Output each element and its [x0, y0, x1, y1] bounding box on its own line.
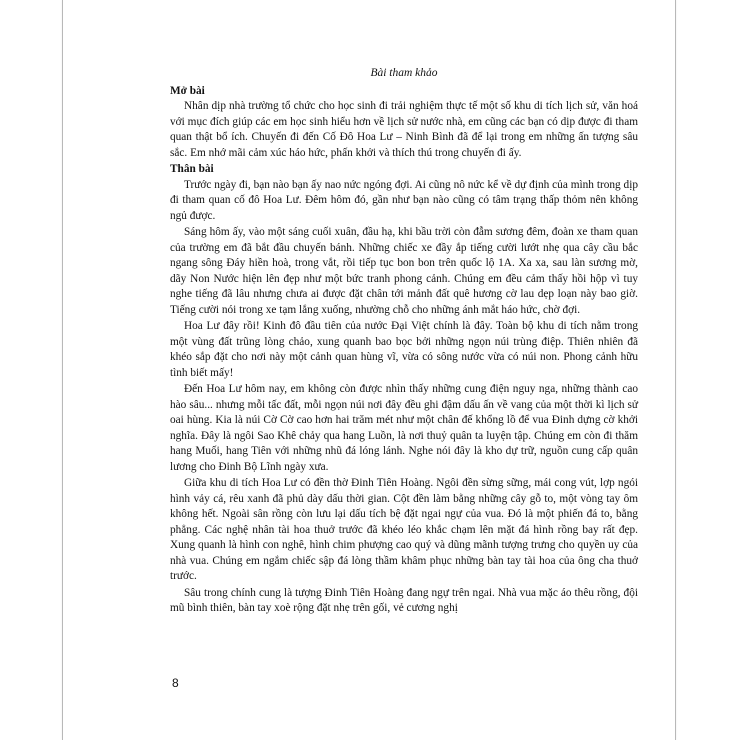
page-content	[170, 66, 638, 618]
section-heading-body: Thân bài	[170, 163, 214, 175]
book-page	[62, 0, 676, 740]
paragraph: Trước ngày đi, bạn nào bạn ấy nao nức ngóng đợi. Ai cũng nô nức kể về dự định của mình trong dịp đi tham quan cố đô Hoa Lư. Đêm hôm đó, gần như bạn nào cũng có tâm trạng thấp thỏm nên không ngủ được.	[170, 178, 638, 222]
paragraph: Sâu trong chính cung là tượng Đinh Tiên Hoàng đang ngự trên ngai. Nhà vua mặc áo thêu rồng, đội mũ bình thiên, bàn tay xoè rộng đặt nhẹ trên gối, vẻ cương nghị	[170, 586, 638, 614]
paragraph: Sáng hôm ấy, vào một sáng cuối xuân, đầu hạ, khi bầu trời còn đẫm sương đêm, đoàn xe tham quan của trường em đã bắt đầu chuyến bánh. Những chiếc xe đầy ắp tiếng cười lướt nhẹ qua cây cầu bắc ngang sông Đáy hiền hoà, trong vắt, rồi tiếp tục bon bon trên quốc lộ 1A. Xa xa, sau làn sương mờ, dãy Non Nước hiện lên đẹp như một bức tranh phong cảnh. Chúng em đều cảm thấy hồi hộp vì tuy nghe tiếng đã lâu nhưng chưa ai được đặt chân tới mảnh đất quê hương cờ lau dẹp loạn này bao giờ. Tiếng cười nói trong xe tạm lắng xuống, nhường chỗ cho những ánh mắt háo hức, chờ đợi.	[170, 226, 638, 316]
page-title: Bài tham khảo	[370, 67, 438, 79]
paragraph: Nhân dịp nhà trường tổ chức cho học sinh đi trải nghiệm thực tế một số khu di tích lịch sử, văn hoá với mục đích giúp các em học sinh hiểu hơn về lịch sử nước nhà, em cũng các bạn có dịp được đi tham quan thật bổ ích. Chuyến đi đến Cố Đô Hoa Lư – Ninh Bình đã để lại trong em những ấn tượng sâu sắc. Em nhớ mãi cảm xúc háo hức, phấn khởi và thích thú trong chuyến đi ấy.	[170, 100, 638, 159]
section-heading-intro: Mở bài	[170, 84, 205, 97]
paragraph: Đến Hoa Lư hôm nay, em không còn được nhìn thấy những cung điện nguy nga, những thành cao hào sâu... nhưng mỗi tấc đất, mỗi ngọn núi nơi đây đều ghi đậm dấu ấn về vang của một thời kì lịch sử oai hùng. Kia là núi Cờ Cờ cao hơn hai trăm mét như một chân đế khổng lồ để vua Đinh dựng cờ khởi nghĩa. Đây là ngôi Sao Khê chảy qua hang Luồn, là nơi thuỷ quân ta luyện tập. Chúng em còn đi thăm hang Muối, hang Tiên với những nhũ đá lóng lánh. Nghe nói đây là kho dự trữ, nguồn cung cấp quân lương cho Đinh Bộ Lĩnh ngày xưa.	[170, 383, 638, 473]
page-number: 8	[172, 676, 179, 690]
paragraph: Hoa Lư đây rồi! Kinh đô đầu tiên của nước Đại Việt chính là đây. Toàn bộ khu di tích nằm trong một vùng đất trũng lòng chảo, xung quanh bao bọc bởi những ngọn núi trùng điệp. Thiên nhiên đã khéo sắp đặt cho nơi này một cảnh quan hùng vĩ, vừa có sông nước vừa có núi non. Phong cảnh hữu tình biết mấy!	[170, 320, 638, 379]
paragraph: Giữa khu di tích Hoa Lư có đền thờ Đinh Tiên Hoàng. Ngôi đền sừng sững, mái cong vút, lợp ngói hình vảy cá, rêu xanh đã phủ dày dấu thời gian. Cột đền làm bằng những cây gỗ to, một vòng tay ôm không hết. Ngoài sân rồng còn lưu lại dấu tích bệ đặt ngai ngự của vua. Đó là một phiến đá to, bằng phẳng. Các nghệ nhân tài hoa thuở trước đã khéo léo khắc chạm lên mặt đá hình rồng bay rất đẹp. Xung quanh là hình con nghê, hình chim phượng cao quý và dũng mãnh tượng trưng cho quyền uy của nhà vua. Chúng em ngắm chiếc sập đá lòng thầm khâm phục những bàn tay tài hoa của ông cha thuở trước.	[170, 477, 638, 582]
